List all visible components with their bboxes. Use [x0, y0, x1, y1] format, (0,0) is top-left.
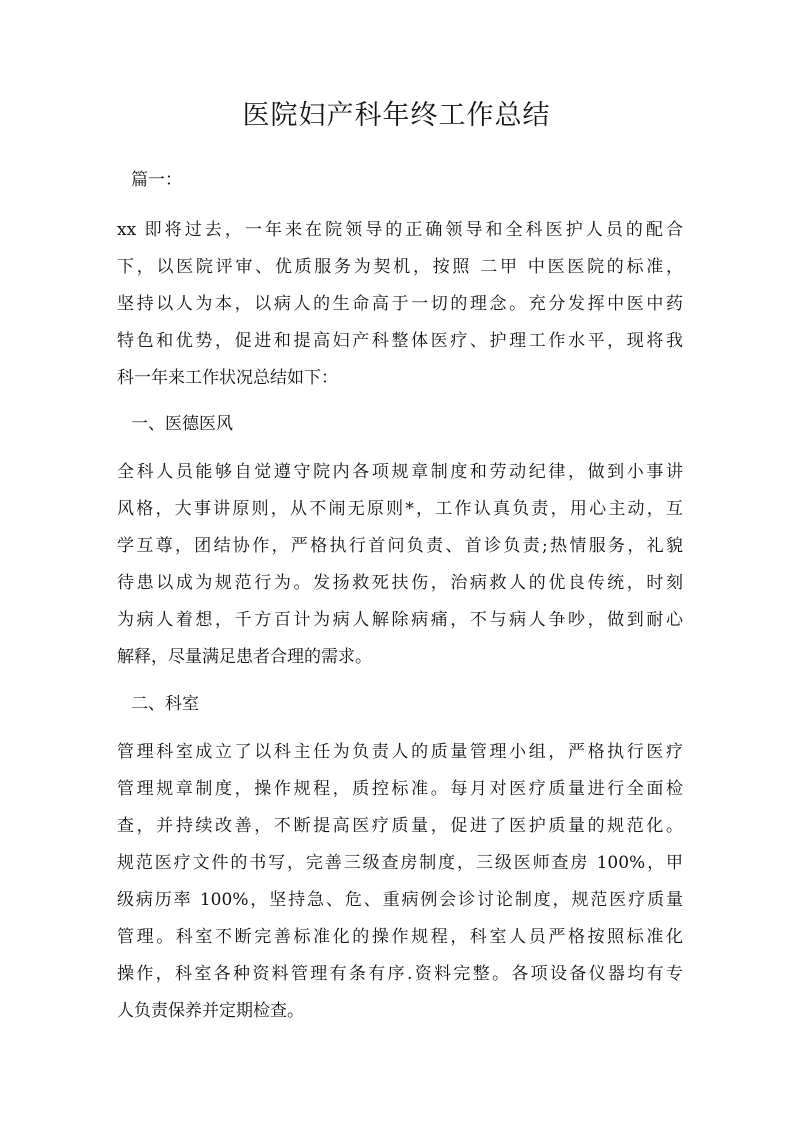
paragraph-line: 坚持以人为本，以病人的生命高于一切的理念。充分发挥中医中药 — [117, 294, 683, 314]
section1-paragraph — [117, 454, 683, 676]
paragraph-line: 人负责保养并定期检查。 — [117, 1001, 304, 1021]
paragraph-line: 管理。科室不断完善标准化的操作规程，科室人员严格按照标准化 — [117, 927, 683, 947]
paragraph-line: 科一年来工作状况总结如下： — [117, 368, 338, 388]
paragraph-line: 风格，大事讲原则，从不闹无原则*，工作认真负责，用心主动，互 — [117, 499, 683, 519]
document-title: 医院妇产科年终工作总结 — [242, 100, 551, 131]
heading-department: 二、科室 — [131, 694, 199, 714]
paragraph-line: 级病历率 100%，坚持急、危、重病例会诊讨论制度，规范医疗质量 — [117, 890, 683, 910]
paragraph-line: 查，并持续改善，不断提高医疗质量，促进了医护质量的规范化。 — [117, 816, 683, 836]
section2-paragraph — [117, 734, 683, 1030]
paragraph-line: 全科人员能够自觉遵守院内各项规章制度和劳动纪律，做到小事讲 — [117, 462, 683, 482]
paragraph-line: 下，以医院评审、优质服务为契机，按照 二甲 中医医院的标准， — [117, 257, 683, 277]
paragraph-line: 待患以成为规范行为。发扬救死扶伤，治病救人的优良传统，时刻 — [117, 573, 683, 593]
paragraph-line: 为病人着想，千方百计为病人解除病痛，不与病人争吵，做到耐心 — [117, 610, 683, 630]
intro-paragraph — [117, 212, 683, 397]
paragraph-line: 管理规章制度，操作规程，质控标准。每月对医疗质量进行全面检 — [117, 779, 683, 799]
paragraph-line: 操作，科室各种资料管理有条有序.资料完整。各项设备仪器均有专 — [117, 964, 683, 984]
paragraph-line: 规范医疗文件的书写，完善三级查房制度，三级医师查房 100%，甲 — [117, 853, 683, 873]
heading-medical-ethics: 一、医德医风 — [131, 414, 233, 434]
paragraph-line: xx 即将过去，一年来在院领导的正确领导和全科医护人员的配合 — [117, 220, 683, 240]
paragraph-line: 学互尊，团结协作，严格执行首问负责、首诊负责;热情服务，礼貌 — [117, 536, 683, 556]
section-label: 篇一： — [131, 170, 182, 190]
paragraph-line: 解释，尽量满足患者合理的需求。 — [117, 647, 372, 667]
paragraph-line: 管理科室成立了以科主任为负责人的质量管理小组，严格执行医疗 — [117, 742, 683, 762]
paragraph-line: 特色和优势，促进和提高妇产科整体医疗、护理工作水平，现将我 — [117, 331, 683, 351]
